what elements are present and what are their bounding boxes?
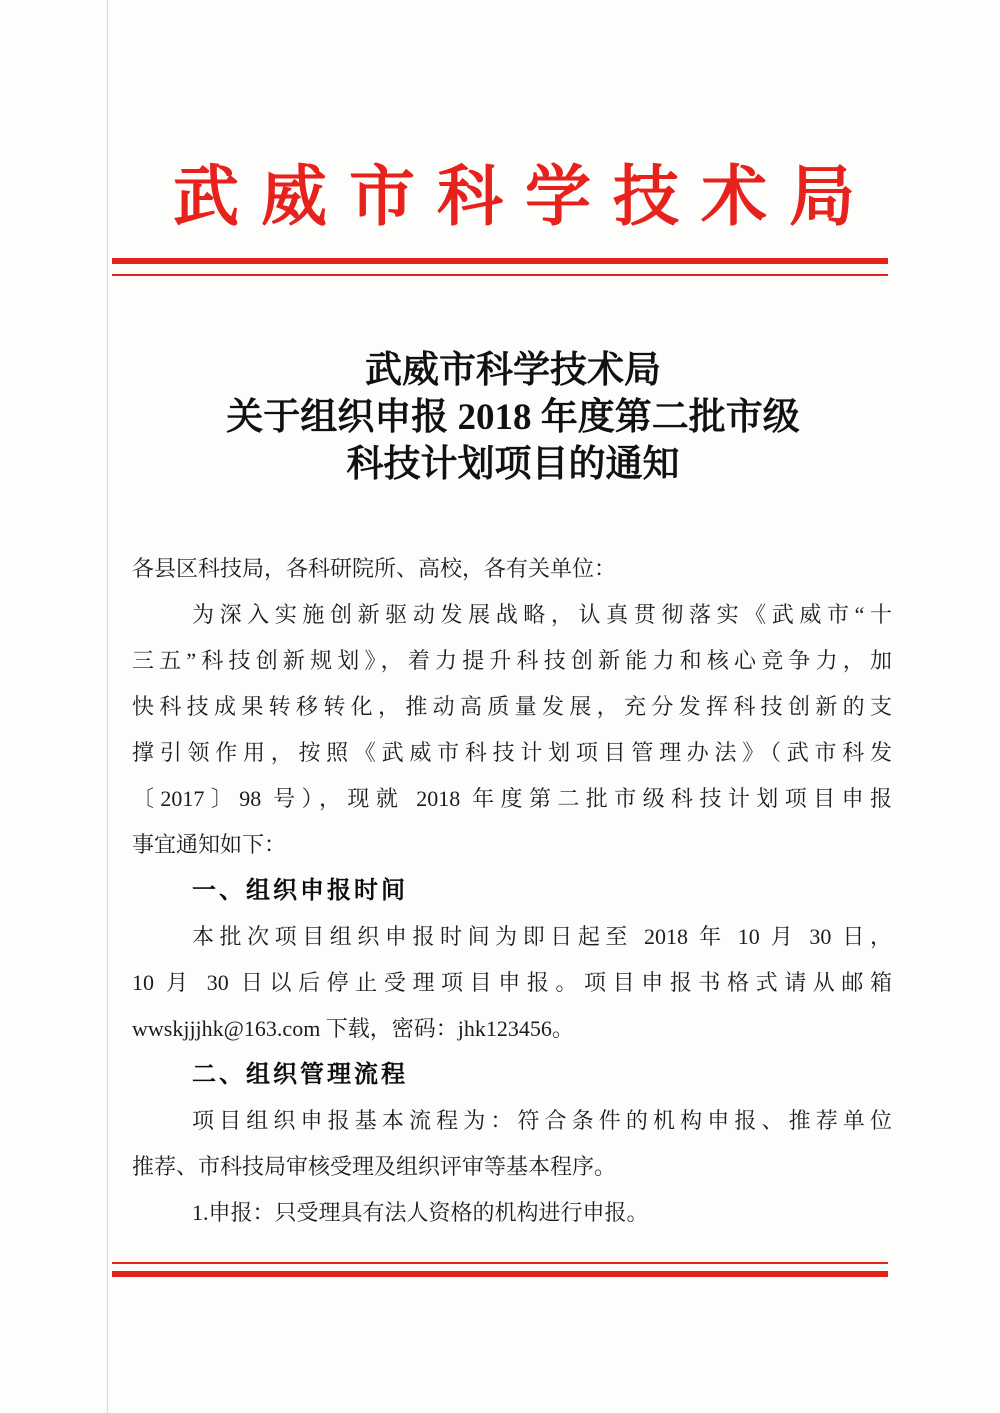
body-section-heading: 一、组织申报时间 (192, 877, 408, 904)
body-line: 本批次项目组织申报时间为即日起至 2018 年 10 月 30 日， (192, 924, 892, 949)
body-line: 为深入实施创新驱动发展战略，认真贯彻落实《武威市“十 (192, 602, 892, 627)
document-body (0, 546, 1000, 1236)
body-line: 事宜通知如下： (132, 832, 287, 857)
body-line: 10 月 30 日以后停止受理项目申报。项目申报书格式请从邮箱 (132, 970, 892, 995)
body-line: 三五”科技创新规划》，着力提升科技创新能力和核心竞争力，加 (132, 648, 892, 673)
bottom-separator-thin-rule (112, 1262, 888, 1264)
top-separator-thick-rule (112, 258, 888, 264)
bottom-separator-thick-rule (112, 1271, 888, 1277)
body-line: 撑引领作用，按照《武威市科技计划项目管理办法》（武市科发 (132, 740, 892, 765)
body-line: wwskjjjhk@163.com 下载，密码：jhk123456。 (132, 1016, 574, 1041)
body-line: 推荐、市科技局审核受理及组织评审等基本程序。 (132, 1154, 617, 1179)
body-line: 项目组织申报基本流程为：符合条件的机构申报、推荐单位 (192, 1108, 892, 1133)
document-title-line: 关于组织申报 2018 年度第二批市级 (226, 397, 800, 438)
letterhead-agency-name: 武威市科学技术局 (173, 161, 877, 234)
body-line: 各县区科技局，各科研院所、高校，各有关单位： (132, 556, 617, 581)
document-title (0, 347, 1000, 488)
body-line: 〔2017〕98 号），现就 2018 年度第二批市级科技计划项目申报 (132, 786, 892, 811)
document-title-line: 科技计划项目的通知 (346, 444, 680, 485)
top-separator-thin-rule (112, 274, 888, 276)
body-section-heading: 二、组织管理流程 (192, 1061, 408, 1088)
document-title-line: 武威市科学技术局 (365, 350, 661, 391)
body-line: 1.申报：只受理具有法人资格的机构进行申报。 (192, 1200, 649, 1225)
body-line: 快科技成果转移转化，推动高质量发展，充分发挥科技创新的支 (132, 694, 892, 719)
scan-edge-artifact (107, 0, 108, 1413)
